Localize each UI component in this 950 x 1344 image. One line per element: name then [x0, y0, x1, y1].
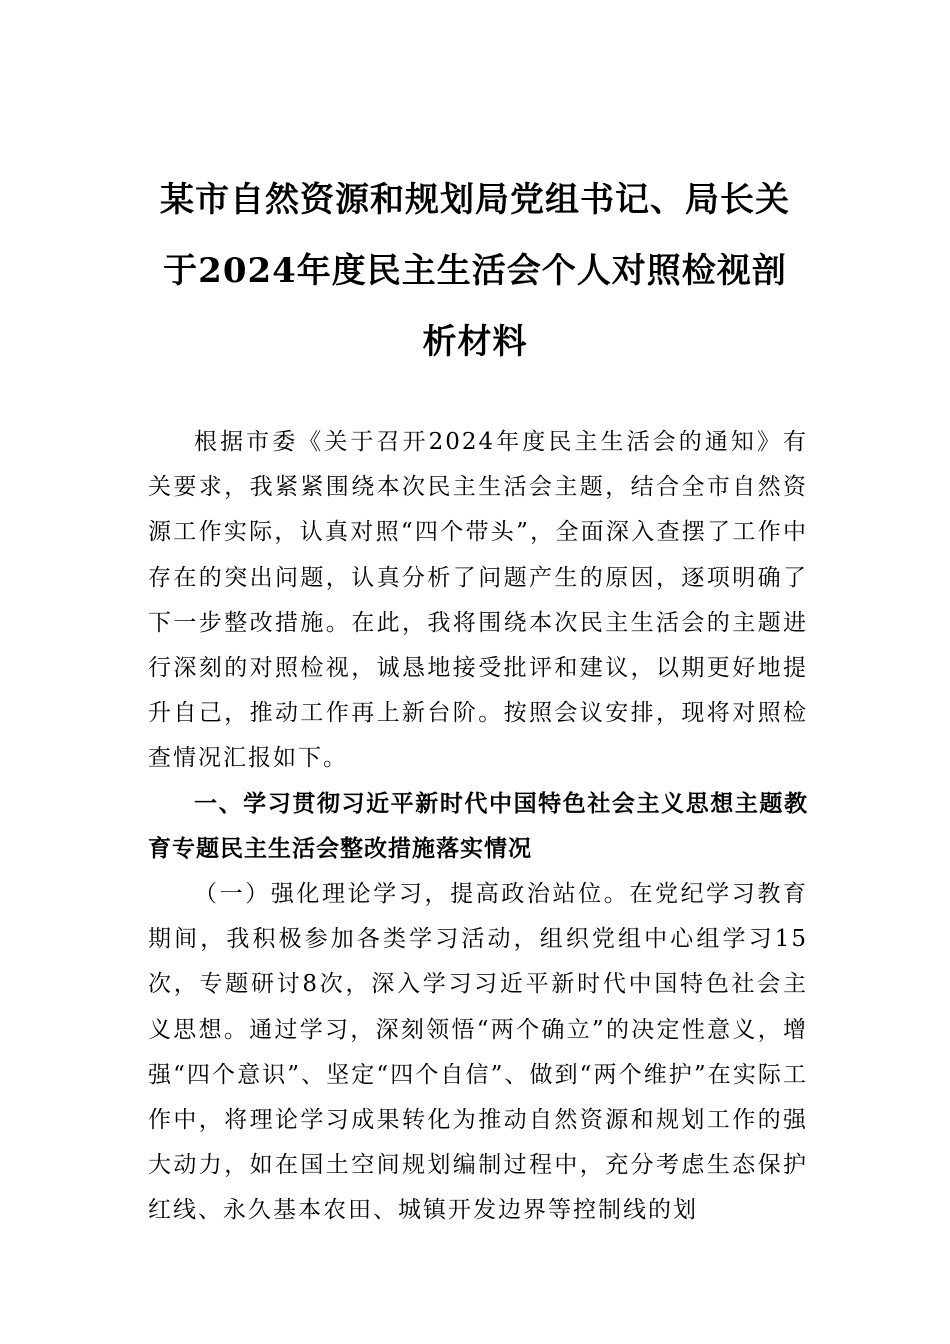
- document-title: 某市自然资源和规划局党组书记、局长关于2024年度民主生活会个人对照检视剖析材料: [160, 180, 790, 362]
- intro-paragraph: 根据市委《关于召开2024年度民主生活会的通知》有关要求，我紧紧围绕本次民主生活会主题，结合全市自然资源工作实际，认真对照“四个带头”，全面深入查摆了工作中存在的突出问题，认真分析了问题产生的原因，逐项明确了下一步整改措施。在此，我将围绕本次民主生活会的主题进行深刻的对照检视，诚恳地接受批评和建议，以期更好地提升自己，推动工作再上新台阶。按照会议安排，现将对照检查情况汇报如下。: [148, 429, 808, 772]
- section-heading: 一、学习贯彻习近平新时代中国特色社会主义思想主题教育专题民主生活会整改措施落实情况: [148, 790, 808, 862]
- document-body: [148, 420, 808, 1234]
- subsection-paragraph: （一）强化理论学习，提高政治站位。在党纪学习教育期间，我积极参加各类学习活动，组织党组中心组学习15次，专题研讨8次，深入学习习近平新时代中国特色社会主义思想。通过学习，深刻领悟“两个确立”的决定性意义，增强“四个意识”、坚定“四个自信”、做到“两个维护”在实际工作中，将理论学习成果转化为推动自然资源和规划工作的强大动力，如在国土空间规划编制过程中，充分考虑生态保护红线、永久基本农田、城镇开发边界等控制线的划: [148, 881, 808, 1224]
